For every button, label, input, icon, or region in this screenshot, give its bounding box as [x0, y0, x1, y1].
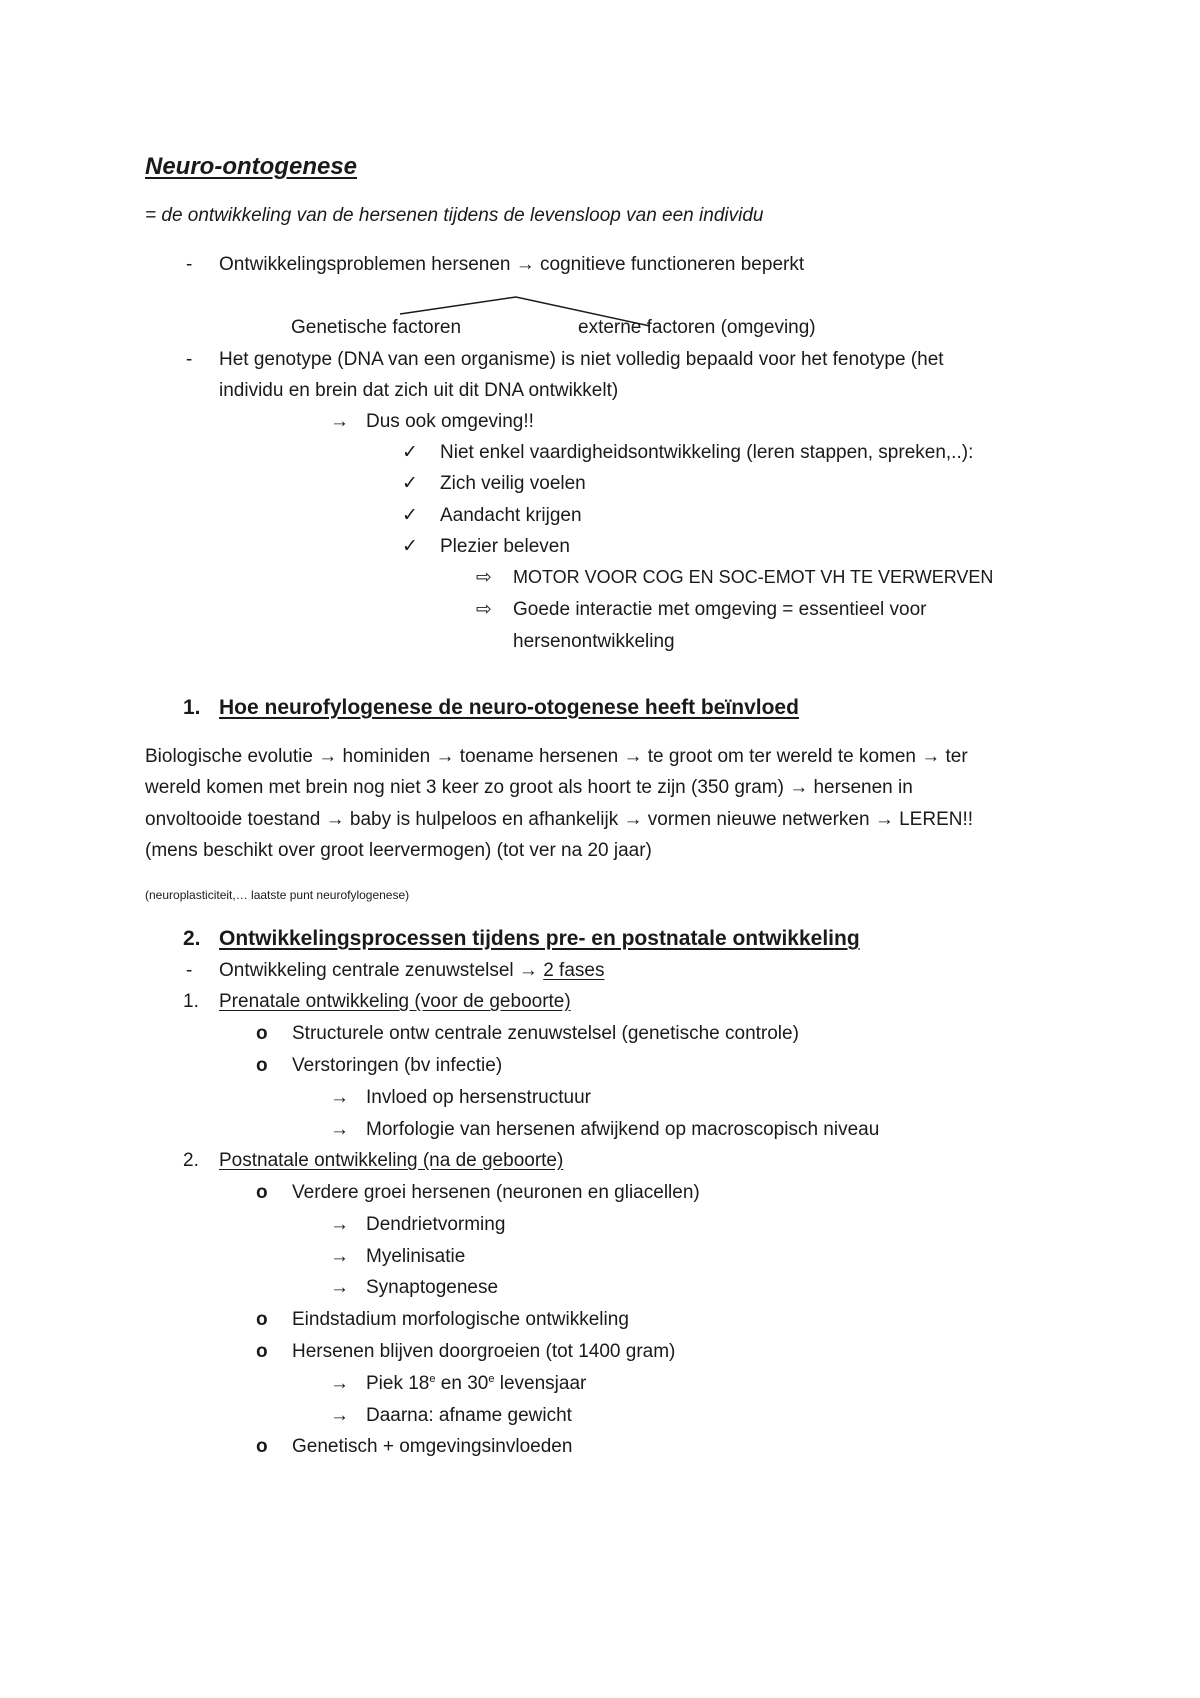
- list-number: 1.: [183, 991, 199, 1012]
- sub-item: MOTOR VOOR COG EN SOC-EMOT VH TE VERWERVEN: [513, 567, 994, 587]
- bullet-o: o: [256, 1023, 268, 1044]
- arrow-icon: →: [330, 1405, 349, 1426]
- list-item-underlined: 2 fases: [543, 960, 605, 981]
- list-item: Verdere groei hersenen (neuronen en gliacellen): [292, 1182, 700, 1203]
- outline-arrow-icon: ⇨: [476, 567, 492, 588]
- list-item: Hersenen blijven doorgroeien (tot 1400 gram): [292, 1341, 676, 1362]
- list-item: Structurele ontw centrale zenuwstelsel (genetische controle): [292, 1023, 799, 1044]
- sub-item: Goede interactie met omgeving = essentieel voor: [513, 599, 927, 620]
- outline-arrow-icon: ⇨: [476, 599, 492, 620]
- checkmark-icon: ✓: [402, 473, 418, 494]
- note: (neuroplasticiteit,… laatste punt neurofylogenese): [145, 888, 410, 902]
- dash-bullet: -: [186, 254, 193, 275]
- checkmark-icon: ✓: [402, 442, 418, 463]
- definition: = de ontwikkeling van de hersenen tijdens de levensloop van een individu: [145, 205, 764, 226]
- checklist-item: Niet enkel vaardigheidsontwikkeling (leren stappen, spreken,..):: [440, 442, 974, 463]
- list-item: Daarna: afname gewicht: [366, 1405, 572, 1426]
- superscript: e: [429, 1373, 436, 1385]
- list-item: Genetisch + omgevingsinvloeden: [292, 1436, 573, 1457]
- list-item: Verstoringen (bv infectie): [292, 1055, 503, 1076]
- text-part: Piek 18: [366, 1373, 430, 1394]
- checklist-item: Zich veilig voelen: [440, 473, 586, 494]
- section-number: 1.: [183, 696, 201, 719]
- subsection-label: Postnatale ontwikkeling (na de geboorte): [219, 1150, 564, 1171]
- factor-external: externe factoren (omgeving): [578, 317, 816, 338]
- list-number: 2.: [183, 1150, 199, 1171]
- list-item: Ontwikkelingsproblemen hersenen → cognitieve functioneren beperkt: [219, 254, 805, 275]
- paragraph-line: wereld komen met brein nog niet 3 keer zo groot als hoort te zijn (350 gram) → hersenen in: [145, 777, 913, 798]
- paragraph-line: onvoltooide toestand → baby is hulpeloos en afhankelijk → vormen nieuwe netwerken → LEREN!!: [145, 809, 974, 830]
- dash-bullet: -: [186, 960, 193, 981]
- checkmark-icon: ✓: [402, 505, 418, 526]
- paragraph-line: Biologische evolutie → hominiden → toename hersenen → te groot om ter wereld te komen → ter: [145, 746, 968, 767]
- dash-bullet: -: [186, 349, 193, 370]
- arrow-icon: →: [330, 1087, 349, 1108]
- bullet-o: o: [256, 1055, 268, 1076]
- checklist-item: Plezier beleven: [440, 536, 570, 557]
- list-item-continued: individu en brein dat zich uit dit DNA ontwikkelt): [219, 380, 619, 401]
- list-item: Myelinisatie: [366, 1246, 466, 1267]
- list-item: Dendrietvorming: [366, 1214, 506, 1235]
- bullet-o: o: [256, 1341, 268, 1362]
- superscript: e: [488, 1373, 495, 1385]
- arrow-icon: →: [330, 1373, 349, 1394]
- arrow-icon: →: [330, 1119, 349, 1140]
- sub-item-continued: hersenontwikkeling: [513, 631, 675, 652]
- list-item: Eindstadium morfologische ontwikkeling: [292, 1309, 629, 1330]
- list-item: Invloed op hersenstructuur: [366, 1087, 591, 1108]
- list-item: Synaptogenese: [366, 1277, 499, 1298]
- text-part: levensjaar: [494, 1373, 587, 1394]
- text-part: en 30: [435, 1373, 489, 1394]
- list-item: [366, 1374, 586, 1393]
- bullet-o: o: [256, 1309, 268, 1330]
- checkmark-icon: ✓: [402, 536, 418, 557]
- arrow-icon: →: [330, 1246, 349, 1267]
- checklist-item: Aandacht krijgen: [440, 505, 582, 526]
- arrow-icon: →: [330, 411, 349, 432]
- list-item: Dus ook omgeving!!: [366, 411, 534, 432]
- list-item: Morfologie van hersenen afwijkend op macroscopisch niveau: [366, 1119, 880, 1140]
- list-item: Het genotype (DNA van een organisme) is niet volledig bepaald voor het fenotype (het: [219, 349, 944, 370]
- factor-genetic: Genetische factoren: [291, 317, 462, 338]
- paragraph-line: (mens beschikt over groot leervermogen) (tot ver na 20 jaar): [145, 840, 652, 861]
- list-item: [219, 961, 604, 980]
- arrow-icon: →: [330, 1277, 349, 1298]
- list-item-text: Ontwikkeling centrale zenuwstelsel →: [219, 960, 544, 981]
- arrow-icon: →: [330, 1214, 349, 1235]
- section-heading: Hoe neurofylogenese de neuro-otogenese heeft beïnvloed: [219, 696, 799, 719]
- subsection-label: Prenatale ontwikkeling (voor de geboorte): [219, 991, 571, 1012]
- bullet-o: o: [256, 1436, 268, 1457]
- page-title: Neuro-ontogenese: [145, 153, 358, 180]
- bullet-o: o: [256, 1182, 268, 1203]
- section-number: 2.: [183, 927, 201, 950]
- section-heading: Ontwikkelingsprocessen tijdens pre- en postnatale ontwikkeling: [219, 927, 860, 950]
